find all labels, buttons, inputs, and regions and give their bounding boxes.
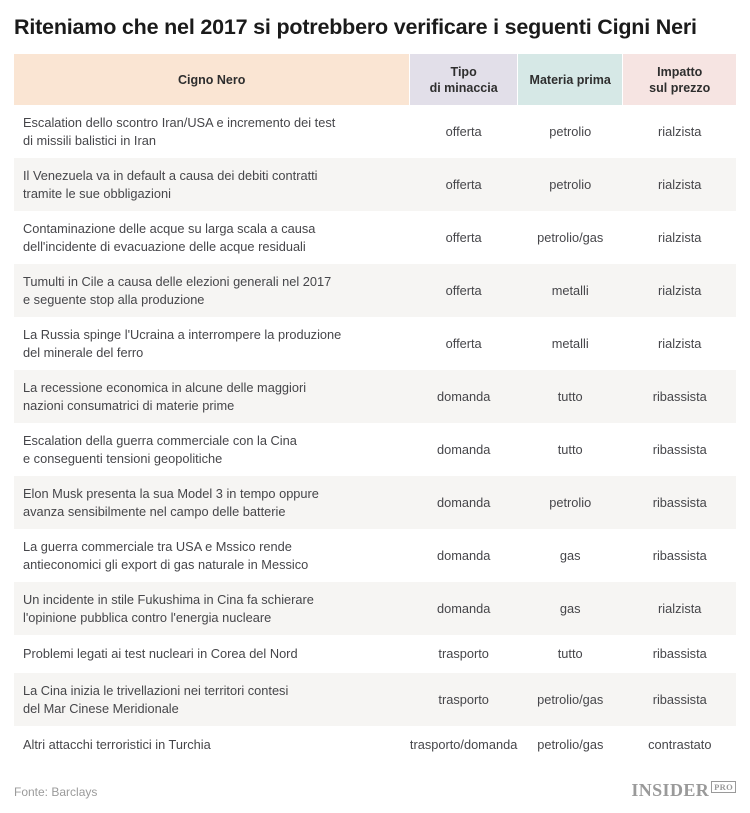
- source-note: Fonte: Barclays: [14, 785, 98, 799]
- cell-impatto-sul-prezzo: ribassista: [652, 547, 707, 563]
- cell-cigno-nero: [14, 476, 409, 529]
- cell-materia-prima: petrolio: [549, 176, 592, 192]
- cell-cigno-nero: [14, 635, 409, 673]
- cell-materia-prima: gas: [559, 600, 581, 616]
- cell-cigno-nero-line2: tramite le sue obbligazioni: [23, 185, 171, 201]
- cell-materia-prima: tutto: [557, 441, 583, 457]
- cell-cigno-nero: [14, 529, 409, 582]
- cell-materia-prima: petrolio/gas: [537, 229, 604, 245]
- table-row: [14, 370, 736, 423]
- cell-impatto-sul-prezzo: ribassista: [652, 494, 707, 510]
- table-row: [14, 726, 736, 764]
- cell-tipo-di-minaccia: domanda: [436, 388, 491, 404]
- column-header-impatto-sul-prezzo: [623, 54, 736, 105]
- cell-cigno-nero-line2: avanza sensibilmente nel campo delle batterie: [23, 503, 286, 519]
- cell-materia-prima: petrolio: [549, 494, 592, 510]
- black-swans-table: [14, 54, 736, 764]
- table-row: [14, 582, 736, 635]
- column-header-impatto-line1: Impatto: [657, 64, 703, 79]
- cell-cigno-nero-line1: La Russia spinge l'Ucraina a interrompere la produzione: [23, 327, 342, 342]
- logo-pro-badge: PRO: [711, 781, 736, 793]
- cell-tipo-di-minaccia: offerta: [445, 335, 482, 351]
- column-header-tipo-line1: Tipo: [450, 64, 477, 79]
- cell-cigno-nero-line1: Il Venezuela va in default a causa dei debiti contratti: [23, 168, 318, 183]
- table-row: [14, 673, 736, 726]
- table-row: [14, 476, 736, 529]
- cell-cigno-nero-line2: di missili balistici in Iran: [23, 132, 156, 148]
- cell-tipo-di-minaccia: trasporto: [438, 691, 489, 707]
- column-header-materia-prima: [518, 54, 623, 105]
- cell-cigno-nero-line2: e conseguenti tensioni geopolitiche: [23, 450, 223, 466]
- cell-tipo-di-minaccia: offerta: [445, 229, 482, 245]
- cell-cigno-nero-line1: Problemi legati ai test nucleari in Corea del Nord: [23, 646, 298, 662]
- cell-impatto-sul-prezzo: contrastato: [648, 737, 712, 753]
- cell-cigno-nero: [14, 673, 409, 726]
- cell-tipo-di-minaccia: domanda: [436, 441, 491, 457]
- cell-impatto-sul-prezzo: ribassista: [652, 388, 707, 404]
- cell-materia-prima: petrolio/gas: [537, 737, 604, 753]
- cell-tipo-di-minaccia: domanda: [436, 494, 491, 510]
- cell-tipo-di-minaccia: trasporto: [438, 646, 489, 662]
- cell-cigno-nero-line1: La Cina inizia le trivellazioni nei territori contesi: [23, 683, 289, 698]
- footer: [14, 781, 736, 799]
- cell-materia-prima: metalli: [551, 335, 589, 351]
- table-row: [14, 264, 736, 317]
- cell-tipo-di-minaccia: offerta: [445, 282, 482, 298]
- cell-cigno-nero: [14, 211, 409, 264]
- cell-cigno-nero-line1: La guerra commerciale tra USA e Mssico rende: [23, 539, 292, 554]
- cell-materia-prima: gas: [559, 547, 581, 563]
- cell-cigno-nero-line2: del minerale del ferro: [23, 344, 144, 360]
- cell-materia-prima: metalli: [551, 282, 589, 298]
- table-row: [14, 158, 736, 211]
- cell-cigno-nero: [14, 582, 409, 635]
- table-row: [14, 317, 736, 370]
- cell-cigno-nero-line1: Escalation dello scontro Iran/USA e incremento dei test: [23, 115, 336, 130]
- cell-impatto-sul-prezzo: rialzista: [658, 123, 702, 139]
- table-row: [14, 423, 736, 476]
- cell-cigno-nero-line1: Altri attacchi terroristici in Turchia: [23, 737, 211, 753]
- table-row: [14, 211, 736, 264]
- cell-tipo-di-minaccia: offerta: [445, 176, 482, 192]
- cell-cigno-nero-line1: Contaminazione delle acque su larga scala a causa: [23, 221, 316, 236]
- cell-impatto-sul-prezzo: ribassista: [652, 441, 707, 457]
- cell-cigno-nero-line2: e seguente stop alla produzione: [23, 291, 205, 307]
- table-header-row: [14, 54, 736, 105]
- cell-cigno-nero-line1: La recessione economica in alcune delle maggiori: [23, 380, 307, 395]
- cell-cigno-nero: [14, 158, 409, 211]
- cell-tipo-di-minaccia: domanda: [436, 547, 491, 563]
- cell-tipo-di-minaccia: offerta: [445, 123, 482, 139]
- cell-impatto-sul-prezzo: rialzista: [658, 600, 702, 616]
- column-header-impatto-line2: sul prezzo: [649, 80, 711, 95]
- column-header-tipo-line2: di minaccia: [429, 80, 498, 95]
- cell-cigno-nero-line1: Tumulti in Cile a causa delle elezioni generali nel 2017: [23, 274, 332, 289]
- logo-wordmark: INSIDER: [631, 780, 710, 800]
- column-header-tipo-di-minaccia: [410, 54, 517, 105]
- cell-cigno-nero: [14, 423, 409, 476]
- cell-tipo-di-minaccia: trasporto/domanda: [409, 737, 518, 753]
- table-body: [14, 105, 736, 764]
- cell-cigno-nero: [14, 370, 409, 423]
- insider-pro-logo: [631, 781, 736, 799]
- column-header-materia-prima-label: Materia prima: [529, 72, 611, 87]
- page-title: Riteniamo che nel 2017 si potrebbero verificare i seguenti Cigni Neri: [14, 15, 697, 39]
- cell-cigno-nero-line2: nazioni consumatrici di materie prime: [23, 397, 235, 413]
- column-header-cigno-nero-label: Cigno Nero: [177, 72, 246, 87]
- cell-impatto-sul-prezzo: ribassista: [652, 691, 707, 707]
- cell-cigno-nero-line2: del Mar Cinese Meridionale: [23, 700, 179, 716]
- cell-cigno-nero: [14, 317, 409, 370]
- cell-cigno-nero-line2: antieconomici gli export di gas naturale in Messico: [23, 556, 309, 572]
- table-row: [14, 529, 736, 582]
- cell-materia-prima: petrolio: [549, 123, 592, 139]
- cell-cigno-nero-line1: Un incidente in stile Fukushima in Cina fa schierare: [23, 592, 314, 607]
- cell-impatto-sul-prezzo: ribassista: [652, 646, 707, 662]
- cell-cigno-nero: [14, 264, 409, 317]
- cell-impatto-sul-prezzo: rialzista: [658, 229, 702, 245]
- cell-tipo-di-minaccia: domanda: [436, 600, 491, 616]
- cell-cigno-nero-line1: Elon Musk presenta la sua Model 3 in tempo oppure: [23, 486, 319, 501]
- cell-cigno-nero-line2: dell'incidente di evacuazione delle acque residuali: [23, 238, 306, 254]
- column-header-cigno-nero: [14, 54, 409, 105]
- cell-impatto-sul-prezzo: rialzista: [658, 176, 702, 192]
- table-row: [14, 105, 736, 158]
- table-row: [14, 635, 736, 673]
- cell-impatto-sul-prezzo: rialzista: [658, 282, 702, 298]
- cell-cigno-nero: [14, 105, 409, 158]
- cell-materia-prima: tutto: [557, 646, 583, 662]
- cell-cigno-nero: [14, 726, 409, 764]
- cell-impatto-sul-prezzo: rialzista: [658, 335, 702, 351]
- cell-cigno-nero-line2: l'opinione pubblica contro l'energia nucleare: [23, 609, 272, 625]
- cell-materia-prima: petrolio/gas: [537, 691, 604, 707]
- cell-cigno-nero-line1: Escalation della guerra commerciale con la Cina: [23, 433, 297, 448]
- cell-materia-prima: tutto: [557, 388, 583, 404]
